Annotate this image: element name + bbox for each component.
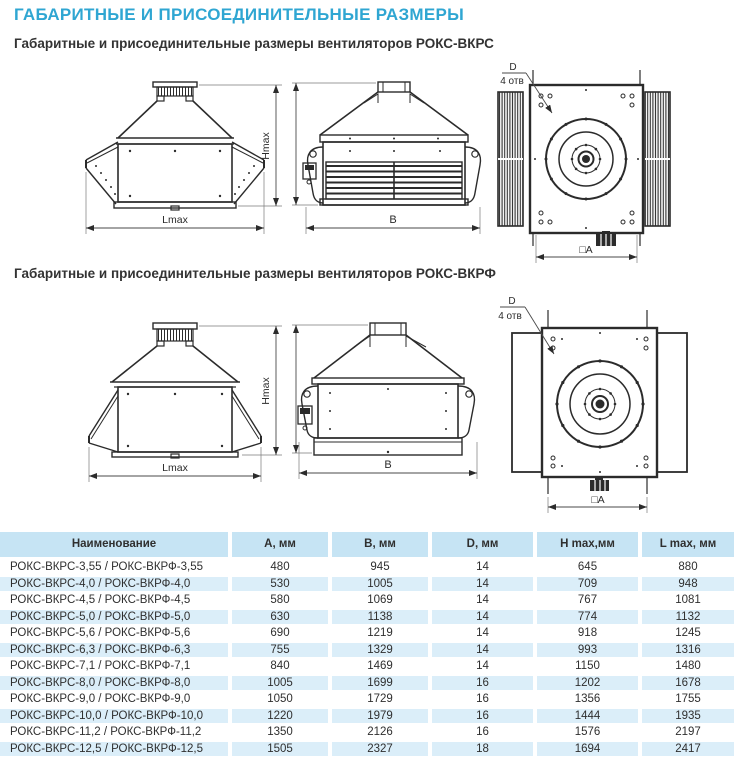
vkrs-front-view-drawing — [10, 65, 290, 270]
dimension-value-cell: 14 — [430, 642, 535, 659]
dimension-value-cell: 1316 — [640, 642, 734, 659]
dimension-value-cell: 1202 — [535, 675, 640, 692]
dim-label-lmax-vkrs: Lmax — [162, 214, 188, 226]
dimension-value-cell: 14 — [430, 658, 535, 675]
fan-model-cell: РОКС-ВКРС-3,55 / РОКС-ВКРФ-3,55 — [0, 559, 230, 576]
dim-label-d-vkrf: D — [508, 296, 516, 307]
fan-model-cell: РОКС-ВКРС-5,0 / РОКС-ВКРФ-5,0 — [0, 609, 230, 626]
column-header: В, мм — [330, 532, 430, 559]
dimension-value-cell: 1469 — [330, 658, 430, 675]
fan-model-cell: РОКС-ВКРС-7,1 / РОКС-ВКРФ-7,1 — [0, 658, 230, 675]
table-row — [0, 708, 734, 725]
dimension-value-cell: 2327 — [330, 741, 430, 758]
dimension-value-cell: 1150 — [535, 658, 640, 675]
dimension-value-cell: 880 — [640, 559, 734, 576]
dimension-value-cell: 774 — [535, 609, 640, 626]
table-row — [0, 642, 734, 659]
dim-label-holes-vkrf: 4 отв — [498, 311, 522, 322]
dimension-value-cell: 1050 — [230, 691, 330, 708]
dimension-value-cell: 1245 — [640, 625, 734, 642]
dimension-value-cell: 2126 — [330, 724, 430, 741]
dimension-value-cell: 16 — [430, 708, 535, 725]
dim-label-hmax-vkrs: Hmax — [260, 132, 272, 160]
dim-label-b-vkrf: B — [384, 459, 392, 471]
dimension-value-cell: 14 — [430, 625, 535, 642]
table-row — [0, 691, 734, 708]
dimension-value-cell: 1444 — [535, 708, 640, 725]
dimension-value-cell: 767 — [535, 592, 640, 609]
fan-model-cell: РОКС-ВКРС-12,5 / РОКС-ВКРФ-12,5 — [0, 741, 230, 758]
dimension-value-cell: 1699 — [330, 675, 430, 692]
table-row — [0, 724, 734, 741]
vkrf-side-view-drawing — [290, 290, 490, 520]
dimension-value-cell: 1220 — [230, 708, 330, 725]
fan-model-cell: РОКС-ВКРС-9,0 / РОКС-ВКРФ-9,0 — [0, 691, 230, 708]
dimension-value-cell: 530 — [230, 576, 330, 593]
dimension-value-cell: 1132 — [640, 609, 734, 626]
fan-model-cell: РОКС-ВКРС-11,2 / РОКС-ВКРФ-11,2 — [0, 724, 230, 741]
dimension-value-cell: 690 — [230, 625, 330, 642]
dimension-value-cell: 1138 — [330, 609, 430, 626]
dimension-value-cell: 755 — [230, 642, 330, 659]
table-row — [0, 576, 734, 593]
column-header: А, мм — [230, 532, 330, 559]
vkrs-top-view-drawing — [480, 58, 734, 270]
dimension-value-cell: 480 — [230, 559, 330, 576]
fan-model-cell: РОКС-ВКРС-6,3 / РОКС-ВКРФ-6,3 — [0, 642, 230, 659]
dim-label-b-vkrs: B — [389, 214, 397, 226]
dimension-value-cell: 1219 — [330, 625, 430, 642]
dimension-value-cell: 1729 — [330, 691, 430, 708]
table-row — [0, 592, 734, 609]
dimension-value-cell: 2197 — [640, 724, 734, 741]
dimension-value-cell: 1005 — [230, 675, 330, 692]
table-row — [0, 559, 734, 576]
table-row — [0, 741, 734, 758]
column-header: D, мм — [430, 532, 535, 559]
dimension-value-cell: 1005 — [330, 576, 430, 593]
dimension-value-cell: 630 — [230, 609, 330, 626]
dimension-value-cell: 1935 — [640, 708, 734, 725]
table-row — [0, 609, 734, 626]
dimension-value-cell: 1480 — [640, 658, 734, 675]
dim-label-d-vkrs: D — [509, 62, 517, 73]
dimension-value-cell: 2417 — [640, 741, 734, 758]
dimensions-table-body — [0, 559, 734, 758]
dimension-value-cell: 1350 — [230, 724, 330, 741]
dimension-value-cell: 14 — [430, 609, 535, 626]
dimension-value-cell: 918 — [535, 625, 640, 642]
section-title-vkrs: Габаритные и присоединительные размеры вентиляторов РОКС-ВКРС — [14, 36, 494, 51]
dimension-value-cell: 645 — [535, 559, 640, 576]
dimension-value-cell: 580 — [230, 592, 330, 609]
vkrs-side-view-drawing — [290, 65, 490, 270]
dimension-value-cell: 993 — [535, 642, 640, 659]
vkrf-front-view-drawing — [10, 290, 290, 520]
dimension-value-cell: 1694 — [535, 741, 640, 758]
page-title: ГАБАРИТНЫЕ И ПРИСОЕДИНИТЕЛЬНЫЕ РАЗМЕРЫ — [14, 5, 465, 24]
table-row — [0, 625, 734, 642]
fan-model-cell: РОКС-ВКРС-4,5 / РОКС-ВКРФ-4,5 — [0, 592, 230, 609]
table-row — [0, 658, 734, 675]
dimension-value-cell: 14 — [430, 592, 535, 609]
dim-label-holes-vkrs: 4 отв — [500, 76, 524, 87]
dimension-value-cell: 945 — [330, 559, 430, 576]
fan-model-cell: РОКС-ВКРС-8,0 / РОКС-ВКРФ-8,0 — [0, 675, 230, 692]
dim-label-lmax-vkrf: Lmax — [162, 462, 188, 474]
dim-label-hmax-vkrf: Hmax — [260, 377, 272, 405]
dimension-value-cell: 840 — [230, 658, 330, 675]
dimension-value-cell: 16 — [430, 724, 535, 741]
dimension-value-cell: 1576 — [535, 724, 640, 741]
vkrf-top-view-drawing — [480, 292, 734, 520]
dimension-value-cell: 16 — [430, 691, 535, 708]
dimension-value-cell: 1069 — [330, 592, 430, 609]
dimensions-table — [0, 532, 734, 758]
section-title-vkrf: Габаритные и присоединительные размеры вентиляторов РОКС-ВКРФ — [14, 266, 496, 281]
dimension-value-cell: 1329 — [330, 642, 430, 659]
dimension-value-cell: 1356 — [535, 691, 640, 708]
table-header-row — [0, 532, 734, 559]
table-row — [0, 675, 734, 692]
dimensions-table-header — [0, 532, 734, 559]
dimension-value-cell: 1979 — [330, 708, 430, 725]
dim-label-square-a-vkrs: □A — [579, 244, 593, 256]
dimension-value-cell: 709 — [535, 576, 640, 593]
dimension-value-cell: 1678 — [640, 675, 734, 692]
dimension-value-cell: 948 — [640, 576, 734, 593]
column-header: L max, мм — [640, 532, 734, 559]
column-header: Н max,мм — [535, 532, 640, 559]
dimension-value-cell: 14 — [430, 559, 535, 576]
fan-model-cell: РОКС-ВКРС-10,0 / РОКС-ВКРФ-10,0 — [0, 708, 230, 725]
dimension-value-cell: 1755 — [640, 691, 734, 708]
dimension-value-cell: 1081 — [640, 592, 734, 609]
dimension-value-cell: 16 — [430, 675, 535, 692]
fan-model-cell: РОКС-ВКРС-4,0 / РОКС-ВКРФ-4,0 — [0, 576, 230, 593]
dim-label-square-a-vkrf: □A — [591, 494, 605, 506]
column-header: Наименование — [0, 532, 230, 559]
fan-model-cell: РОКС-ВКРС-5,6 / РОКС-ВКРФ-5,6 — [0, 625, 230, 642]
dimension-value-cell: 14 — [430, 576, 535, 593]
dimension-value-cell: 18 — [430, 741, 535, 758]
dimension-value-cell: 1505 — [230, 741, 330, 758]
